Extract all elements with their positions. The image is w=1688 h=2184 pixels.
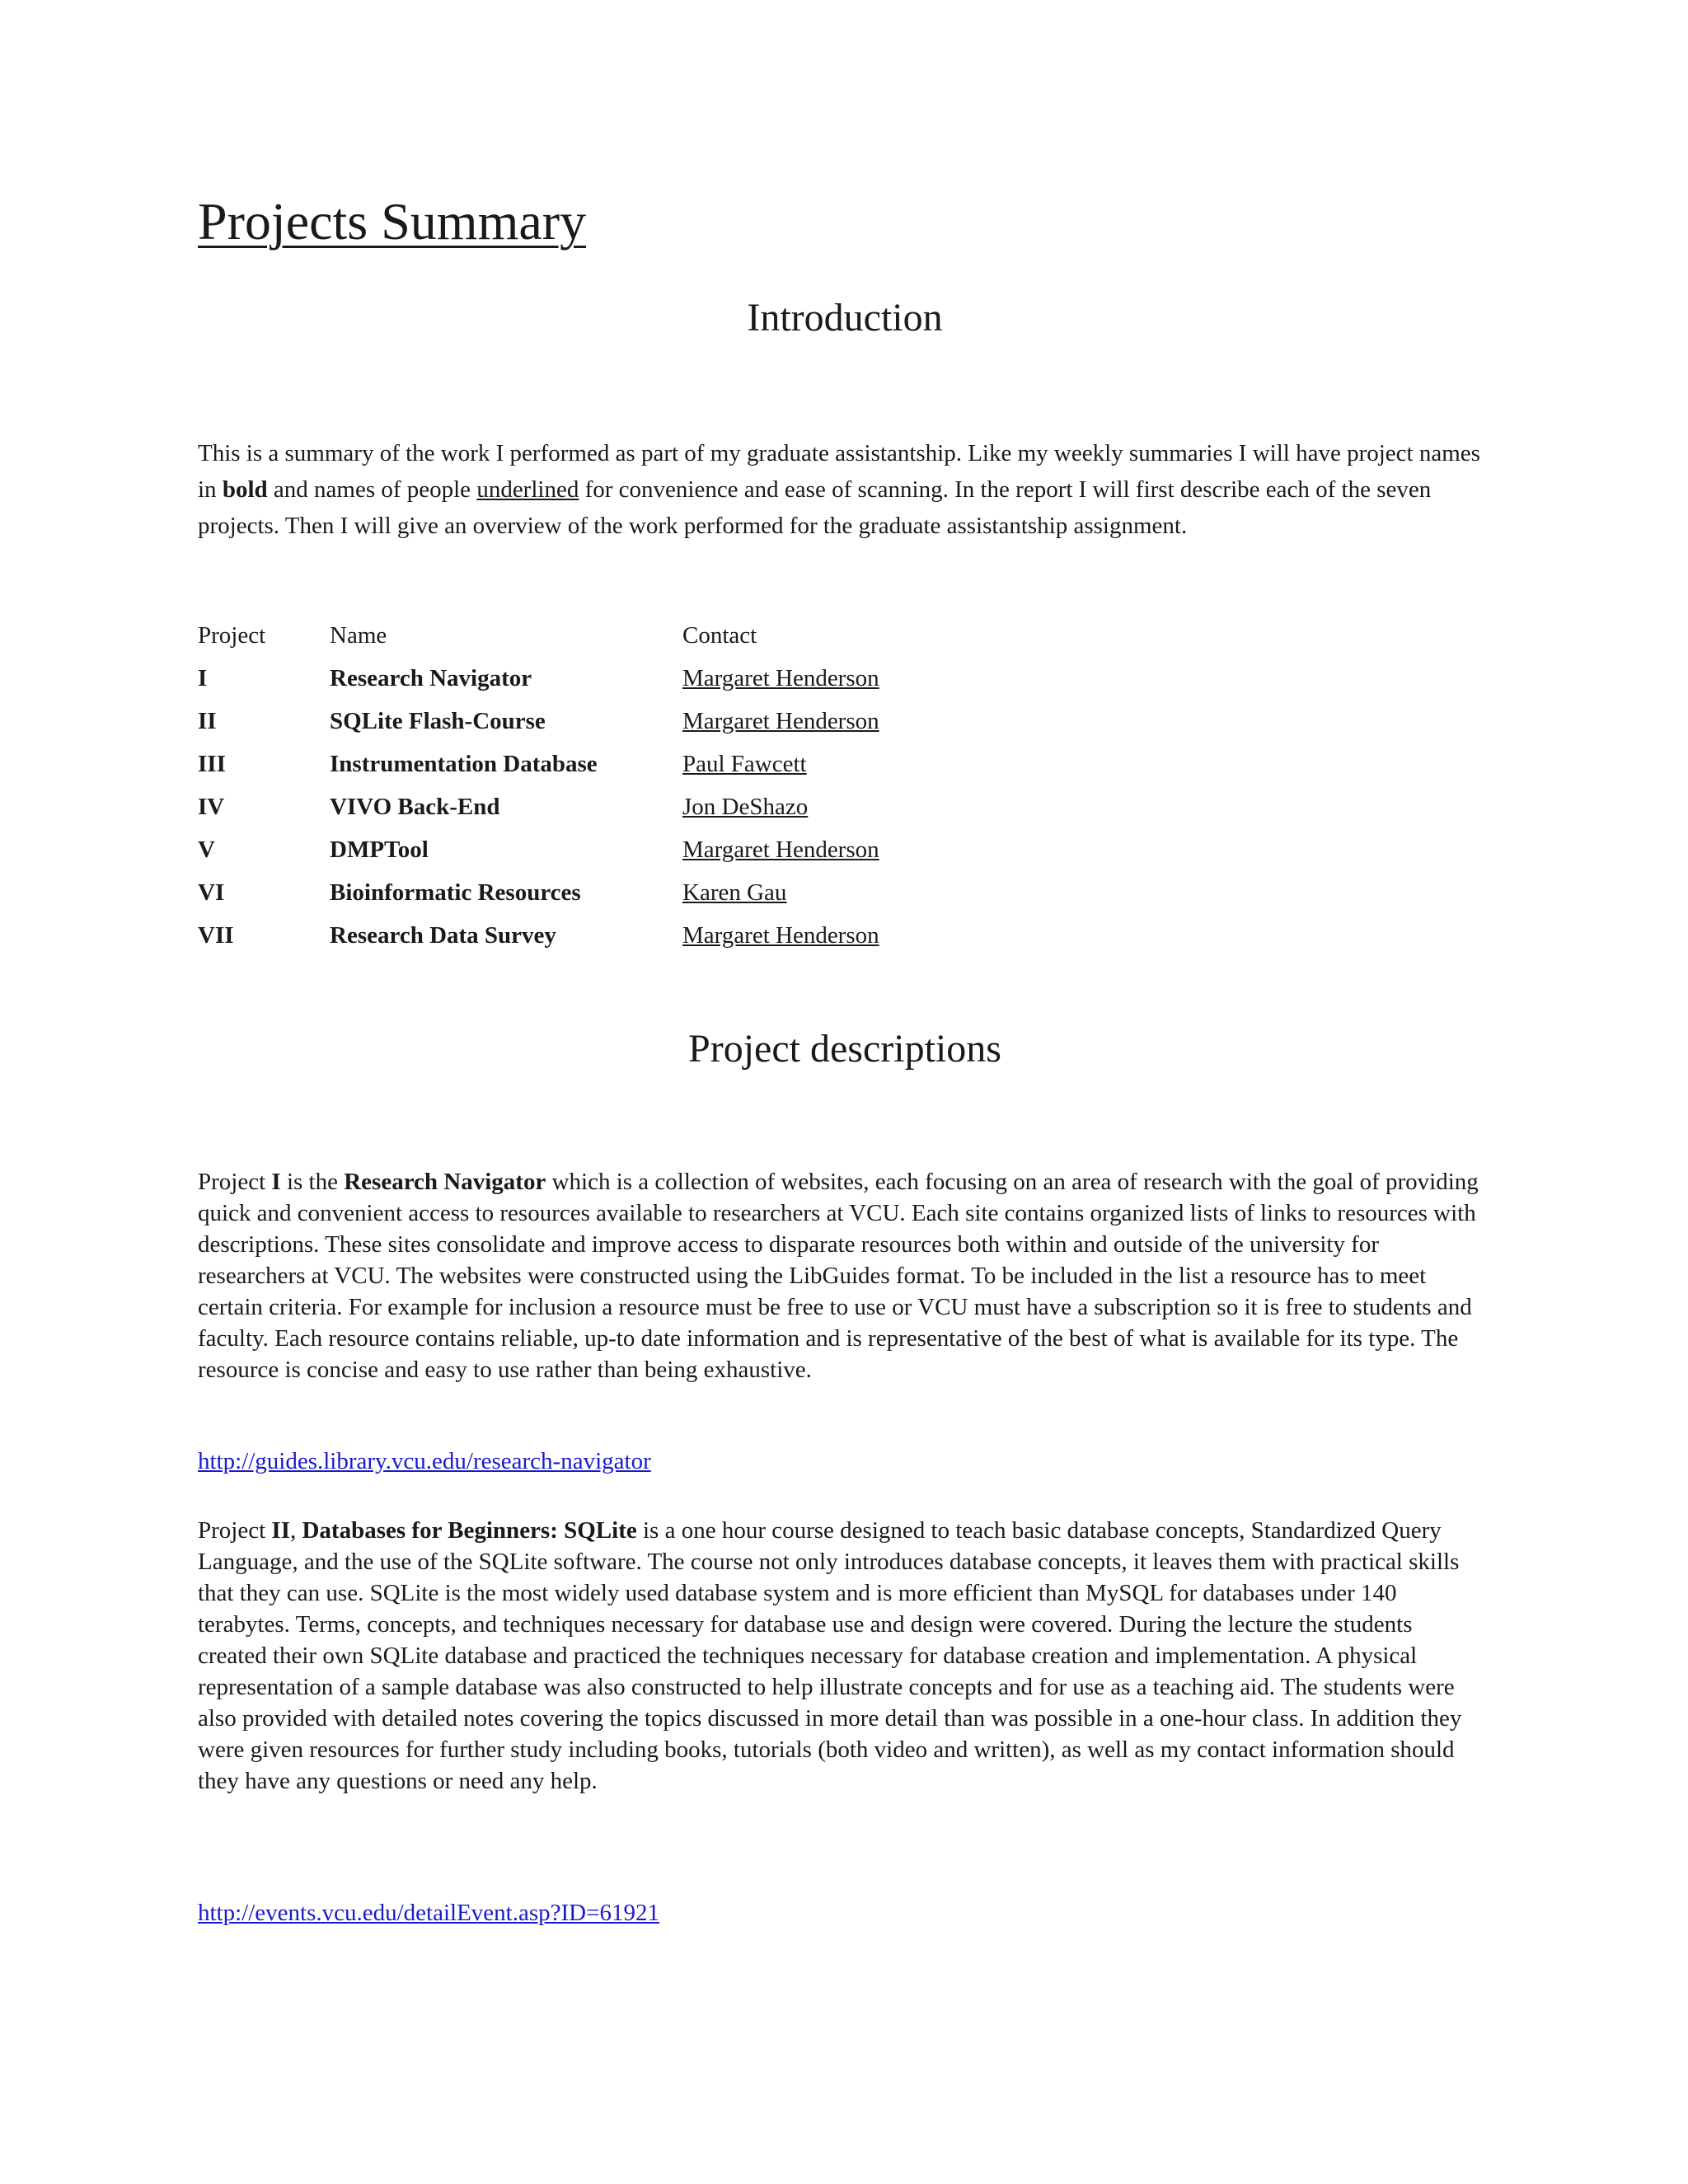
project-2-description [198, 1515, 1484, 1797]
project-contact [682, 657, 1095, 700]
project-name: SQLite Flash-Course [330, 707, 546, 734]
project-name: VIVO Back-End [330, 793, 500, 820]
project-name: Bioinformatic Resources [330, 879, 581, 906]
table-row [198, 785, 1095, 828]
contact-name: Margaret Henderson [682, 836, 879, 863]
p1-text-mid: is the [280, 1169, 345, 1195]
header-contact: Contact [682, 621, 757, 649]
p1-number: I [271, 1169, 281, 1195]
project-number: III [198, 750, 226, 777]
contact-name: Margaret Henderson [682, 664, 879, 691]
p2-text-mid: , [289, 1517, 302, 1544]
contact-name: Margaret Henderson [682, 921, 879, 949]
intro-text-part-3: for convenience and ease of scanning. In the report I will first describe each of the seven projects. Then I will give an overview of the work performed for the graduate assistantship assignment. [198, 476, 1432, 539]
introduction-paragraph [198, 435, 1484, 544]
contact-name: Jon DeShazo [682, 793, 809, 820]
project-number: VII [198, 921, 234, 949]
sqlite-event-link[interactable]: http://events.vcu.edu/detailEvent.asp?ID=61921 [198, 1900, 659, 1926]
project-name: Research Data Survey [330, 921, 556, 949]
p2-number: II [271, 1517, 290, 1544]
contact-name: Paul Fawcett [682, 750, 807, 777]
project-contact [682, 914, 1095, 957]
project-number: II [198, 707, 217, 734]
intro-text-part-2: and names of people [267, 476, 477, 503]
project-contact [682, 871, 1095, 914]
project-contact [682, 828, 1095, 871]
p1-text-pre: Project [198, 1169, 272, 1195]
p1-text-body: which is a collection of websites, each focusing on an area of research with the goal of providing quick and convenient access to resources available to researchers at VCU. Each site contains organized lists of links to resources with descriptions. These sites consolidate and improve access to disparate resources both within and outside of the university for researchers at VCU. The websites were constructed using the LibGuides format. To be included in the list a resource has to meet certain criteria. For example for inclusion a resource must be free to use or VCU must have a subscription so it is free to students and faculty. Each resource contains reliable, up-to date information and is representative of the best of what is available for its type. The resource is concise and easy to use rather than being exhaustive. [198, 1169, 1479, 1383]
table-header-row [198, 614, 1095, 657]
page-title: Projects Summary [198, 192, 587, 251]
research-navigator-link[interactable]: http://guides.library.vcu.edu/research-navigator [198, 1448, 651, 1474]
project-contact [682, 700, 1095, 743]
project-number: VI [198, 879, 225, 906]
project-name: Instrumentation Database [330, 750, 598, 777]
p1-project-name: Research Navigator [344, 1169, 546, 1195]
project-number: V [198, 836, 215, 863]
projects-table [198, 614, 1095, 957]
project-number: IV [198, 793, 225, 820]
header-name: Name [330, 621, 387, 649]
project-contact [682, 743, 1095, 785]
project-descriptions-heading: Project descriptions [688, 1027, 1001, 1071]
contact-name: Karen Gau [682, 879, 787, 906]
p2-text-pre: Project [198, 1517, 272, 1544]
project-contact [682, 785, 1095, 828]
table-row [198, 871, 1095, 914]
header-project: Project [198, 621, 266, 649]
table-row [198, 828, 1095, 871]
introduction-heading: Introduction [747, 296, 943, 340]
contact-name: Margaret Henderson [682, 707, 879, 734]
project-number: I [198, 664, 208, 691]
project-name: DMPTool [330, 836, 429, 863]
project-1-description [198, 1166, 1484, 1385]
p2-text-body: is a one hour course designed to teach basic database concepts, Standardized Query Language, and the use of the SQLite software. The course not only introduces database concepts, it leaves them with practical skills that they can use. SQLite is the most widely used database system and is more efficient than MySQL for databases under 140 terabytes. Terms, concepts, and techniques necessary for database use and design were covered. During the lecture the students created their own SQLite database and practiced the techniques necessary for database creation and implementation. A physical representation of a sample database was also constructed to help illustrate concepts and for use as a teaching aid. The students were also provided with detailed notes covering the topics discussed in more detail than was possible in a one-hour class. In addition they were given resources for further study including books, tutorials (both video and written), as well as my contact information should they have any questions or need any help. [198, 1517, 1462, 1794]
table-row [198, 743, 1095, 785]
table-row [198, 914, 1095, 957]
intro-text-part-1: This is a summary of the work I performed as part of my graduate assistantship. Like my weekly summaries I will have project names in [198, 440, 1480, 503]
table-row [198, 700, 1095, 743]
intro-bold-example: bold [222, 476, 268, 503]
project-name: Research Navigator [330, 664, 532, 691]
intro-underline-example: underlined [476, 476, 579, 503]
table-row [198, 657, 1095, 700]
p2-project-name: Databases for Beginners: SQLite [302, 1517, 637, 1544]
